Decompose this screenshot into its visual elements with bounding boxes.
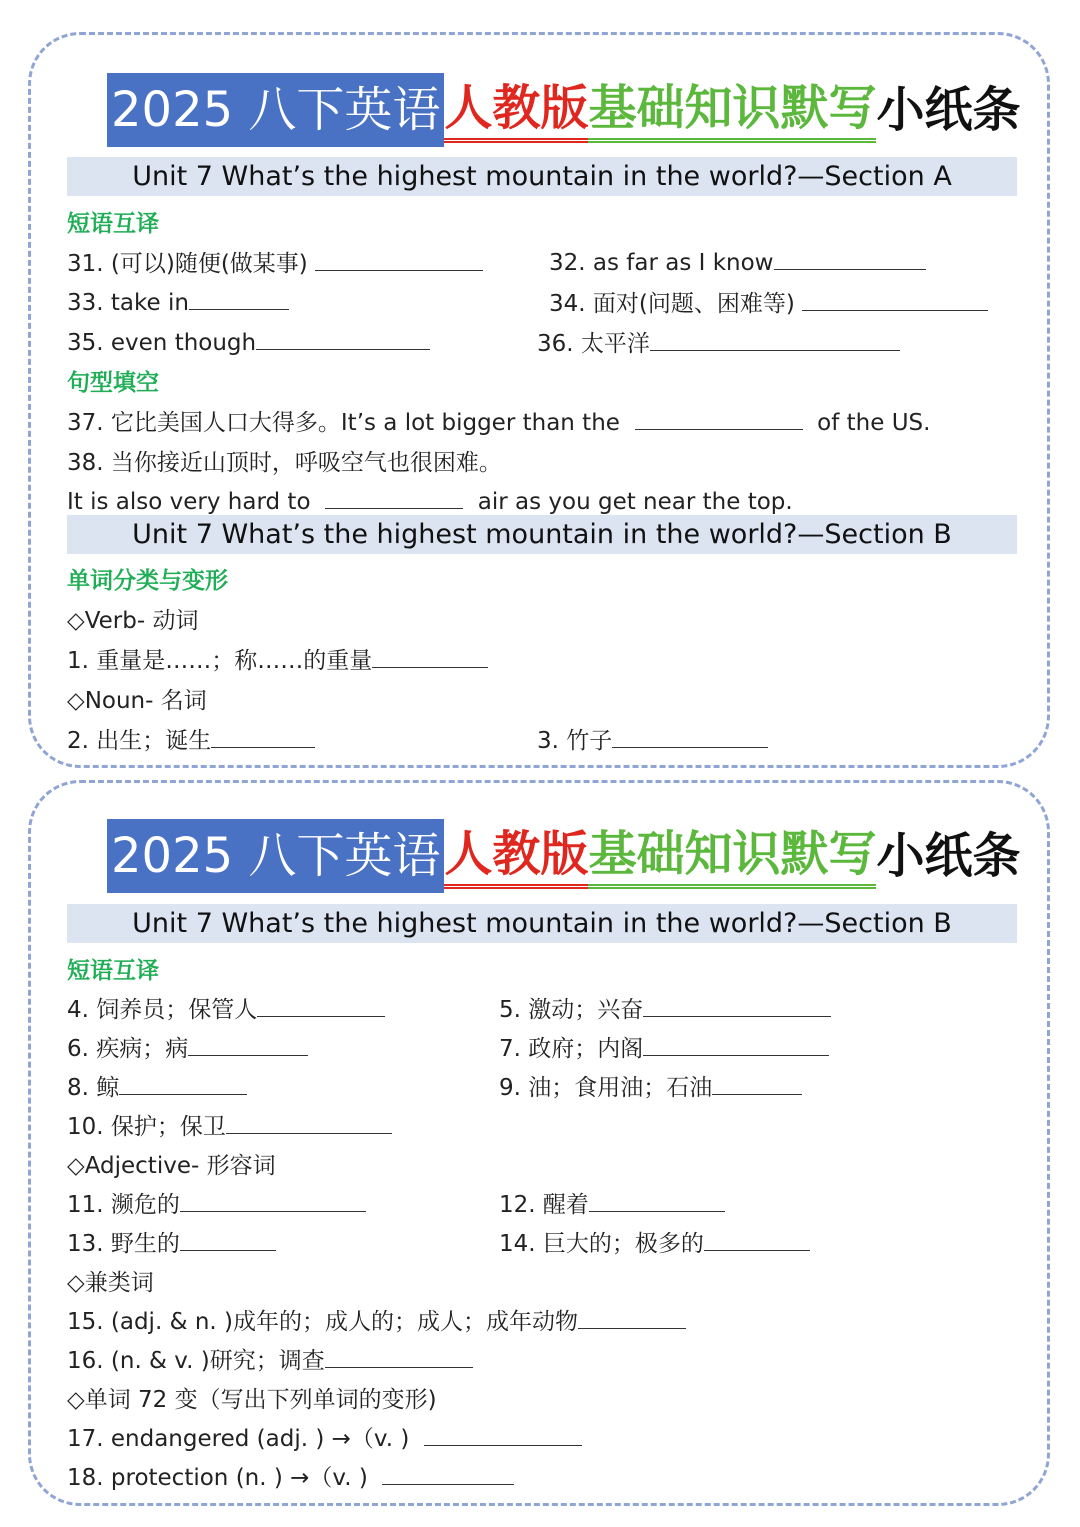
question-5 xyxy=(499,991,831,1024)
answer-blank-35[interactable] xyxy=(256,325,430,350)
question-14 xyxy=(499,1225,810,1258)
question-12 xyxy=(499,1186,725,1219)
title-part-note: 小纸条 xyxy=(876,82,1021,138)
answer-blank-34[interactable] xyxy=(802,286,988,311)
question-13-text: 13. 野生的 xyxy=(67,1231,180,1257)
question-34-text: 34. 面对(问题、困难等) xyxy=(549,291,795,317)
answer-blank-32[interactable] xyxy=(774,245,926,270)
question-10-text: 10. 保护；保卫 xyxy=(67,1114,226,1140)
heading-phrase-translation: 短语互译 xyxy=(67,211,159,237)
question-8-text: 8. 鲸 xyxy=(67,1075,120,1101)
question-2-text: 2. 出生；诞生 xyxy=(67,728,212,754)
question-37-tail: of the US. xyxy=(817,410,931,436)
answer-blank-13[interactable] xyxy=(180,1226,276,1251)
answer-blank-7[interactable] xyxy=(643,1031,829,1056)
answer-blank-2[interactable] xyxy=(211,723,315,748)
question-32 xyxy=(549,245,926,276)
section-a-banner: Unit 7 What’s the highest mountain in the world?—Section A xyxy=(67,157,1017,196)
question-38-chinese: 38. 当你接近山顶时，呼吸空气也很困难。 xyxy=(67,450,502,476)
question-32-text: 32. as far as I know xyxy=(549,250,774,276)
title-part-topic: 基础知识默写 xyxy=(588,78,876,143)
question-8 xyxy=(67,1069,247,1102)
answer-blank-3[interactable] xyxy=(612,723,768,748)
answer-blank-1[interactable] xyxy=(372,643,488,668)
answer-blank-8[interactable] xyxy=(119,1070,247,1095)
answer-blank-5[interactable] xyxy=(643,992,831,1017)
question-1 xyxy=(67,642,488,675)
question-35 xyxy=(67,325,430,356)
title-part-grade: 2025 八下英语 xyxy=(107,73,444,147)
answer-blank-14[interactable] xyxy=(704,1226,810,1251)
question-17 xyxy=(67,1420,582,1453)
title-part-note: 小纸条 xyxy=(876,828,1021,884)
answer-blank-11[interactable] xyxy=(180,1187,366,1212)
section-b-banner: Unit 7 What’s the highest mountain in the world?—Section B xyxy=(67,515,1017,554)
question-31-text: 31. (可以)随便(做某事) xyxy=(67,251,308,277)
title-part-edition: 人教版 xyxy=(444,824,588,889)
title-part-edition: 人教版 xyxy=(444,78,588,143)
question-15 xyxy=(67,1303,686,1336)
answer-blank-12[interactable] xyxy=(589,1187,725,1212)
worksheet-card-1 xyxy=(28,32,1050,768)
question-9 xyxy=(499,1069,802,1102)
question-36 xyxy=(537,325,900,358)
heading-sentence-completion: 句型填空 xyxy=(67,370,159,396)
question-4-text: 4. 饲养员；保管人 xyxy=(67,997,258,1023)
question-18 xyxy=(67,1459,514,1492)
answer-blank-4[interactable] xyxy=(257,992,385,1017)
section-b-banner-2: Unit 7 What’s the highest mountain in the world?—Section B xyxy=(67,904,1017,943)
question-7 xyxy=(499,1030,829,1063)
question-37-text: 37. 它比美国人口大得多。It’s a lot bigger than the xyxy=(67,410,620,436)
question-10 xyxy=(67,1108,392,1141)
question-18-text: 18. protection (n. ) →（v. ) xyxy=(67,1465,368,1491)
question-11-text: 11. 濒危的 xyxy=(67,1192,180,1218)
question-38-text: It is also very hard to xyxy=(67,489,311,515)
question-33-text: 33. take in xyxy=(67,290,189,316)
answer-blank-10[interactable] xyxy=(226,1109,392,1134)
question-35-text: 35. even though xyxy=(67,330,257,356)
answer-blank-6[interactable] xyxy=(188,1031,308,1056)
answer-blank-31[interactable] xyxy=(315,246,483,271)
question-11 xyxy=(67,1186,366,1219)
question-38 xyxy=(67,484,793,515)
question-16-text: 16. (n. & v. )研究；调查 xyxy=(67,1348,325,1374)
heading-word-classification: 单词分类与变形 xyxy=(67,568,228,594)
question-9-text: 9. 油；食用油；石油 xyxy=(499,1075,713,1101)
title-part-topic: 基础知识默写 xyxy=(588,824,876,889)
question-34 xyxy=(549,285,988,318)
adjective-heading: ◇Adjective- 形容词 xyxy=(67,1153,276,1179)
title-part-grade: 2025 八下英语 xyxy=(107,819,444,893)
question-4 xyxy=(67,991,385,1024)
question-14-text: 14. 巨大的；极多的 xyxy=(499,1231,704,1257)
answer-blank-9[interactable] xyxy=(712,1070,802,1095)
worksheet-card-2 xyxy=(28,780,1050,1506)
question-1-text: 1. 重量是……；称……的重量 xyxy=(67,648,373,674)
answer-blank-15[interactable] xyxy=(578,1304,686,1329)
word-transformation-heading: ◇单词 72 变（写出下列单词的变形) xyxy=(67,1387,437,1413)
page-title-2 xyxy=(107,819,1020,893)
question-2 xyxy=(67,722,315,755)
verb-heading: ◇Verb- 动词 xyxy=(67,608,199,634)
question-6-text: 6. 疾病；病 xyxy=(67,1036,189,1062)
question-3 xyxy=(537,722,768,755)
answer-blank-33[interactable] xyxy=(189,285,289,310)
question-36-text: 36. 太平洋 xyxy=(537,331,650,357)
heading-phrase-translation-2: 短语互译 xyxy=(67,958,159,984)
question-6 xyxy=(67,1030,308,1063)
question-38-tail: air as you get near the top. xyxy=(477,489,793,515)
question-3-text: 3. 竹子 xyxy=(537,728,613,754)
question-13 xyxy=(67,1225,276,1258)
question-33 xyxy=(67,285,289,316)
question-31 xyxy=(67,245,483,278)
question-7-text: 7. 政府；内阁 xyxy=(499,1036,644,1062)
multi-class-heading: ◇兼类词 xyxy=(67,1270,154,1296)
answer-blank-17[interactable] xyxy=(424,1421,582,1446)
question-17-text: 17. endangered (adj. ) →（v. ) xyxy=(67,1426,410,1452)
answer-blank-38[interactable] xyxy=(325,484,463,509)
page-title xyxy=(107,73,1020,147)
question-12-text: 12. 醒着 xyxy=(499,1192,589,1218)
answer-blank-16[interactable] xyxy=(325,1343,473,1368)
answer-blank-37[interactable] xyxy=(635,405,803,430)
question-5-text: 5. 激动；兴奋 xyxy=(499,997,644,1023)
noun-heading: ◇Noun- 名词 xyxy=(67,688,207,714)
answer-blank-18[interactable] xyxy=(382,1460,514,1485)
question-15-text: 15. (adj. & n. )成年的；成人的；成人；成年动物 xyxy=(67,1309,578,1335)
answer-blank-36[interactable] xyxy=(650,326,900,351)
question-37 xyxy=(67,404,930,437)
question-16 xyxy=(67,1342,473,1375)
